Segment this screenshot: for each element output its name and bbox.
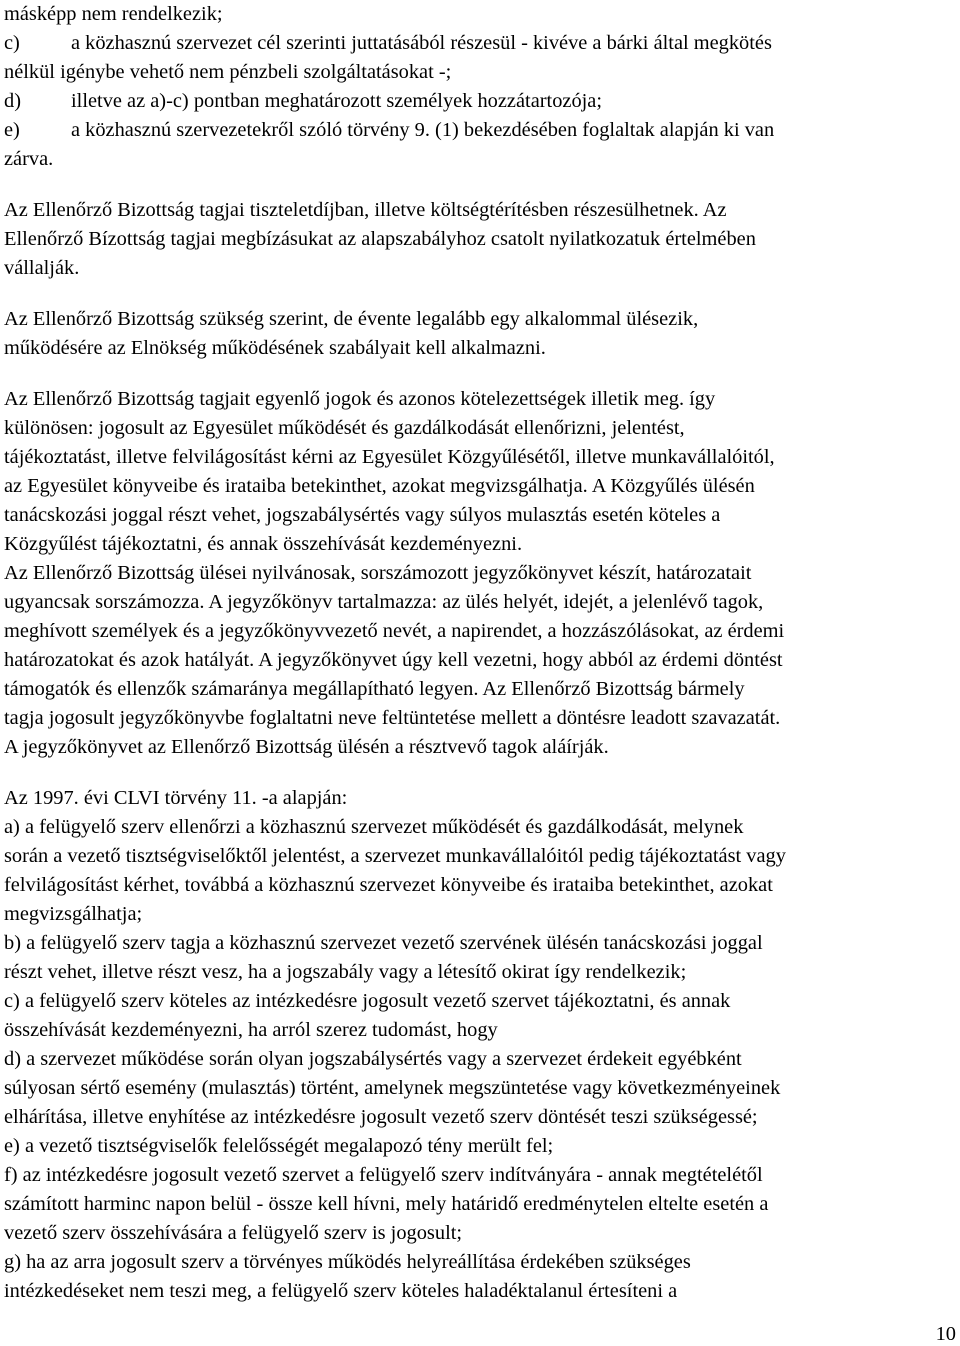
text-line: részt vehet, illetve részt vesz, ha a jogszabály vagy a létesítő okirat így rendelkezik;	[4, 961, 687, 983]
text-line: b) a felügyelő szerv tagja a közhasznú szervezet vezető szervének ülésén tanácskozási joggal	[4, 932, 763, 954]
paragraph-compensation	[4, 196, 958, 283]
text-line: megvizsgálhatja;	[4, 903, 143, 925]
list-item-text: illetve az a)-c) pontban meghatározott személyek hozzátartozója;	[71, 90, 603, 112]
text-line: d) a szervezet működése során olyan jogszabálysértés vagy a szervezet érdekeit egyébként	[4, 1048, 742, 1070]
text-line: működésére az Elnökség működésének szabályait kell alkalmazni.	[4, 337, 546, 359]
list-item-continuation	[4, 58, 958, 87]
text-line: felvilágosítást kérhet, továbbá a közhasznú szervezet könyveibe és irataiba betekinthet, azokat	[4, 874, 773, 896]
paragraph-gap	[4, 283, 958, 305]
text-line: Közgyűlést tájékoztatni, és annak összehívását kezdeményezni.	[4, 533, 523, 555]
paragraph-gap	[4, 762, 958, 784]
paragraph-rights	[4, 385, 958, 762]
text-line: Az 1997. évi CLVI törvény 11. -a alapján:	[4, 787, 348, 809]
text-line: tájékoztatást, illetve felvilágosítást kérni az Egyesület Közgyűlésétől, illetve munkavállalóitól,	[4, 446, 775, 468]
list-item-continuation	[4, 145, 958, 174]
text-line: Az Ellenőrző Bizottság ülései nyilvánosak, sorszámozott jegyzőkönyvet készít, határozatait	[4, 562, 752, 584]
text-line: az Egyesület könyveibe és irataiba betekinthet, azokat megvizsgálhatja. A Közgyűlés ülésén	[4, 475, 755, 497]
text-line: a) a felügyelő szerv ellenőrzi a közhasznú szervezet működését és gazdálkodását, melynek	[4, 816, 744, 838]
paragraph-meetings	[4, 305, 958, 363]
text-line: c) a felügyelő szerv köteles az intézkedésre jogosult vezető szervet tájékoztatni, és annak	[4, 990, 731, 1012]
list-item-text: a közhasznú szervezetekről szóló törvény 9. (1) bekezdésében foglaltak alapján ki van	[71, 119, 775, 141]
text-line: során a vezető tisztségviselőktől jelentést, a szervezet munkavállalóitól pedig tájékoztatást vagy	[4, 845, 786, 867]
text-line: tagja jogosult jegyzőkönyvbe foglaltatni neve feltüntetése mellett a döntésre leadott szavazatát.	[4, 707, 781, 729]
enumerated-list	[4, 29, 958, 174]
text-line: tanácskozási joggal részt vehet, jogszabálysértés vagy súlyos mulasztás esetén köteles a	[4, 504, 721, 526]
list-item-label: c)	[4, 32, 20, 54]
list-item-label: d)	[4, 90, 21, 112]
text-line: támogatók és ellenzők számaránya megállapítható legyen. Az Ellenőrző Bizottság bármely	[4, 678, 745, 700]
paragraph-gap	[4, 174, 958, 196]
text-line: másképp nem rendelkezik;	[4, 3, 223, 25]
text-line: ugyancsak sorszámozza. A jegyzőkönyv tartalmazza: az ülés helyét, idejét, a jelenlévő tagok,	[4, 591, 764, 613]
list-item	[4, 87, 958, 116]
text-line: f) az intézkedésre jogosult vezető szervet a felügyelő szerv indítványára - annak megtételétől	[4, 1164, 763, 1186]
text-line: Az Ellenőrző Bizottság szükség szerint, de évente legalább egy alkalommal ülésezik,	[4, 308, 699, 330]
text-line: számított harminc napon belül - össze kell hívni, mely határidő eredménytelen eltelte esetén a	[4, 1193, 769, 1215]
page-number: 10	[935, 1323, 956, 1345]
document-page	[4, 0, 958, 1306]
text-line: A jegyzőkönyvet az Ellenőrző Bizottság ülésén a résztvevő tagok aláírják.	[4, 736, 609, 758]
list-item	[4, 116, 958, 145]
paragraph-statute	[4, 784, 958, 1306]
text-line: Az Ellenőrző Bizottság tagjait egyenlő jogok és azonos kötelezettségek illetik meg. így	[4, 388, 716, 410]
list-item-text: nélkül igénybe vehető nem pénzbeli szolgáltatásokat -;	[4, 61, 452, 83]
intro-block	[4, 0, 958, 29]
text-line: elhárítása, illetve enyhítése az intézkedésre jogosult vezető szerv döntését teszi szükségessé;	[4, 1106, 758, 1128]
text-line: Ellenőrző Bízottság tagjai megbízásukat az alapszabályhoz csatolt nyilatkozatuk értelmében	[4, 228, 756, 250]
text-line: vezető szerv összehívására a felügyelő szerv is jogosult;	[4, 1222, 463, 1244]
list-item	[4, 29, 958, 58]
list-item-text: a közhasznú szervezet cél szerinti juttatásából részesül - kivéve a bárki által megkötés	[71, 32, 772, 54]
paragraph-gap	[4, 363, 958, 385]
list-item-text: zárva.	[4, 148, 54, 170]
text-line: g) ha az arra jogosult szerv a törvényes működés helyreállítása érdekében szükséges	[4, 1251, 691, 1273]
text-line: összehívását kezdeményezni, ha arról szerez tudomást, hogy	[4, 1019, 498, 1041]
text-line: vállalják.	[4, 257, 80, 279]
text-line: meghívott személyek és a jegyzőkönyvvezető nevét, a napirendet, a hozzászólásokat, az érdemi	[4, 620, 785, 642]
text-line: e) a vezető tisztségviselők felelősségét megalapozó tény merült fel;	[4, 1135, 554, 1157]
text-line: határozatokat és azok hatályát. A jegyzőkönyvet úgy kell vezetni, hogy abból az érdemi döntést	[4, 649, 783, 671]
list-item-label: e)	[4, 119, 20, 141]
text-line: Az Ellenőrző Bizottság tagjai tiszteletdíjban, illetve költségtérítésben részesülhetnek. Az	[4, 199, 727, 221]
text-line: különösen: jogosult az Egyesület működését és gazdálkodását ellenőrizni, jelentést,	[4, 417, 685, 439]
text-line: intézkedéseket nem teszi meg, a felügyelő szerv köteles haladéktalanul értesíteni a	[4, 1280, 678, 1302]
text-line: súlyosan sértő esemény (mulasztás) történt, amelynek megszüntetése vagy következményeinek	[4, 1077, 781, 1099]
